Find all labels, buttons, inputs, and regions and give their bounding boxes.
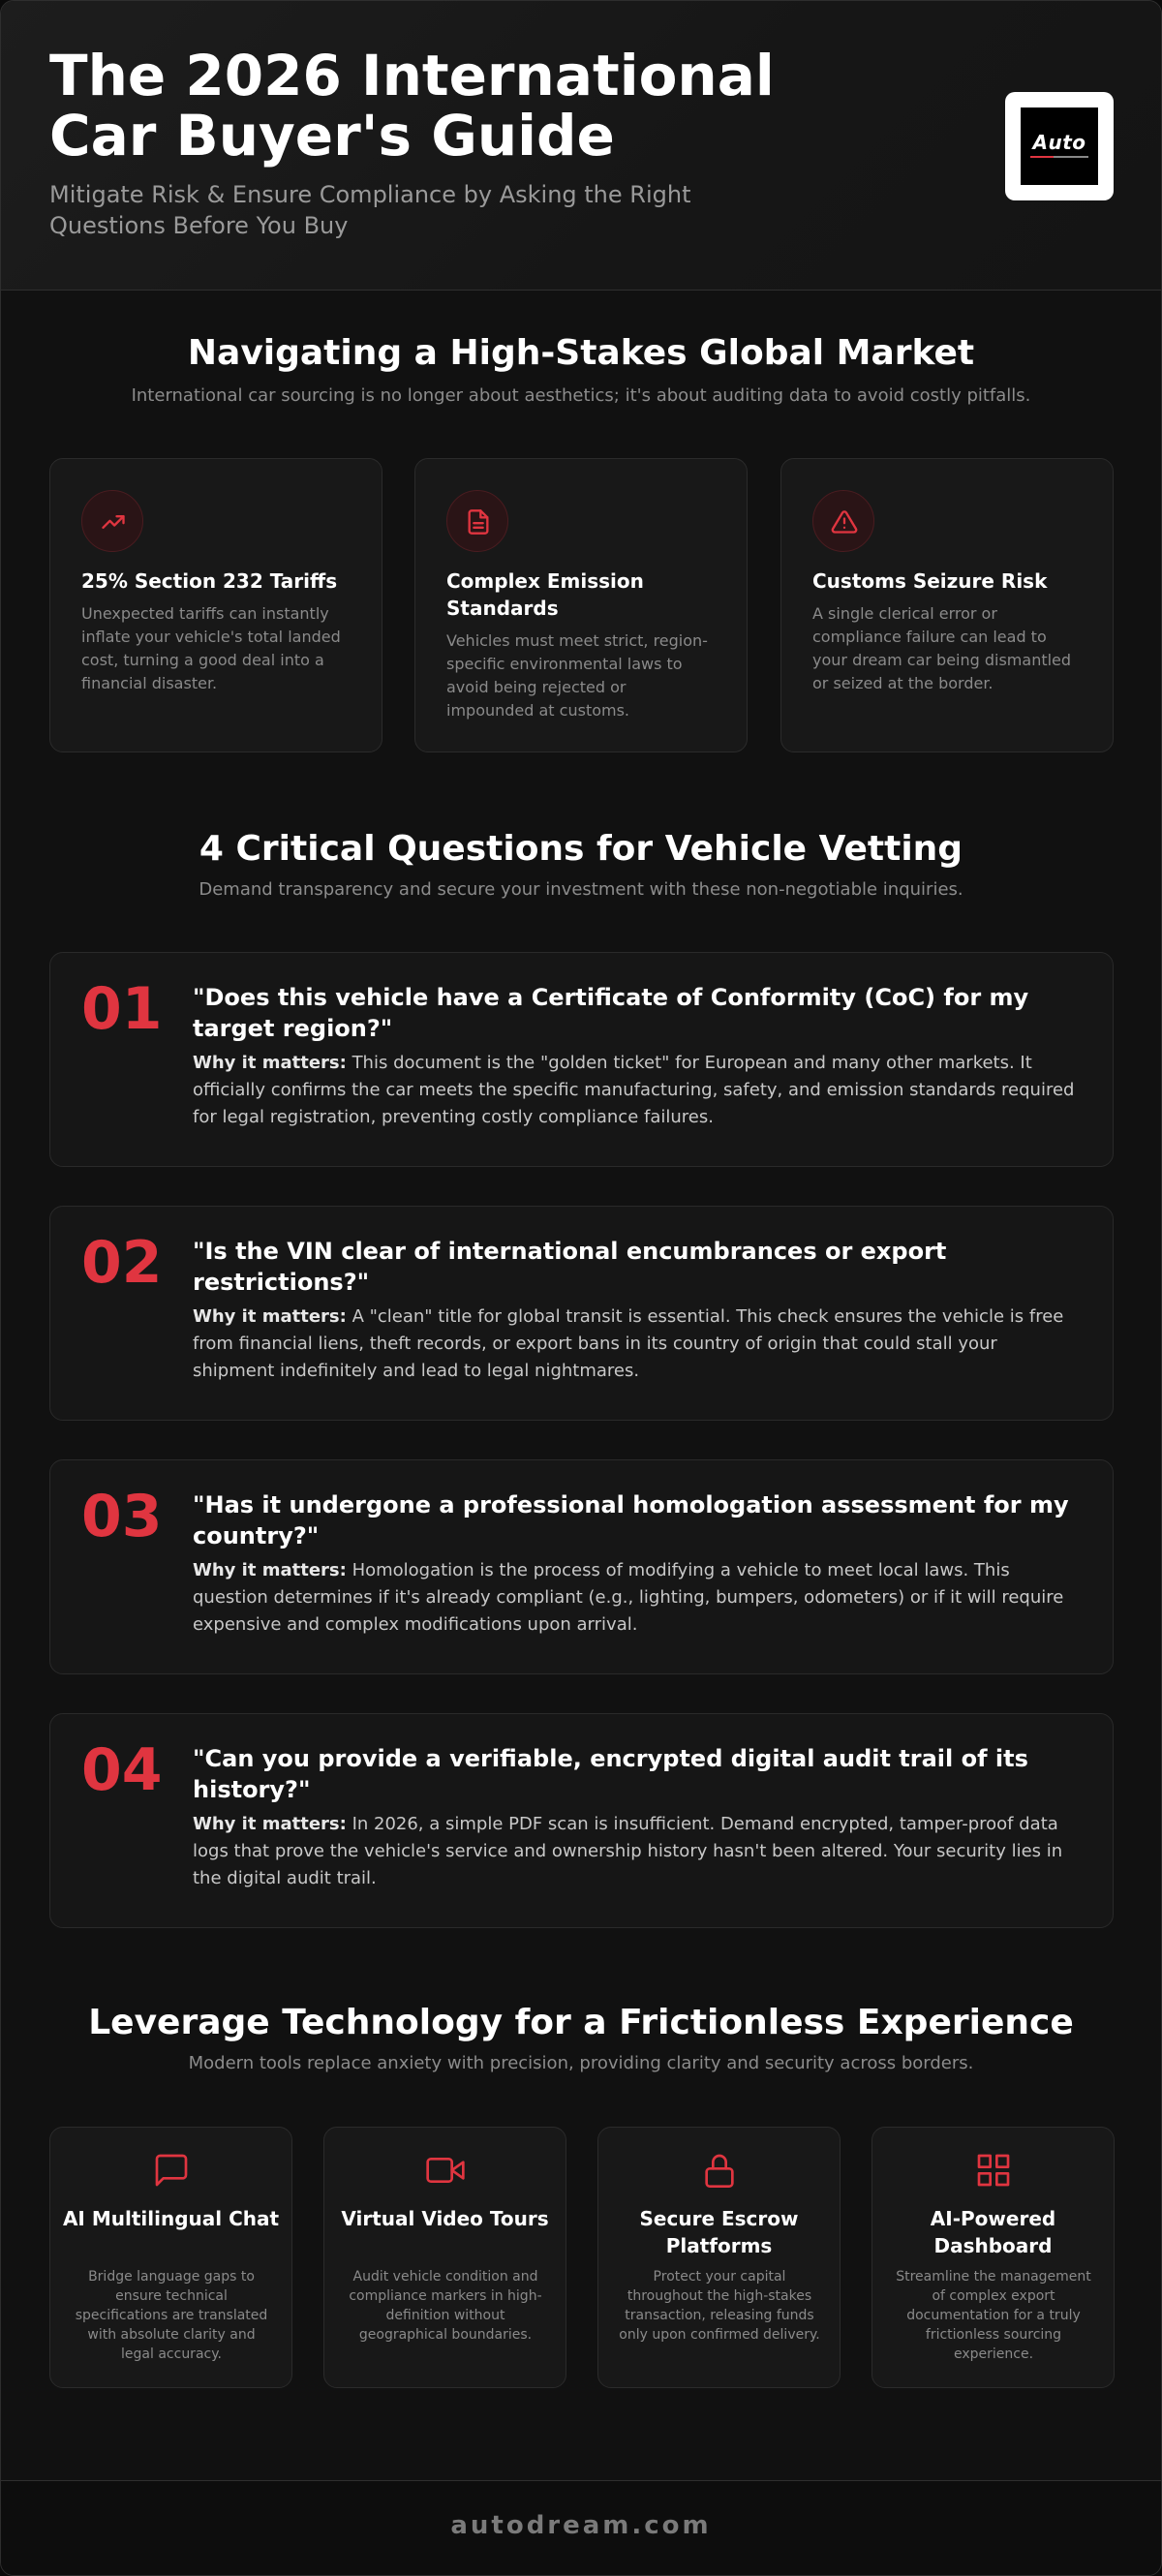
question-card — [49, 1459, 1114, 1674]
risk-card-title: Customs Seizure Risk — [812, 569, 1048, 593]
tech-card-description: Bridge language gaps to ensure technical specifications are translated with absolute clarity and legal accuracy. — [75, 2269, 268, 2362]
tech-card-chat — [49, 2127, 292, 2388]
market-section-subtitle: International car sourcing is no longer about aesthetics; it's about auditing data to avoid costly pitfalls. — [131, 385, 1031, 406]
tech-card-description: Audit vehicle condition and compliance markers in high-definition without geographical boundaries. — [349, 2269, 542, 2343]
document-icon — [446, 490, 508, 552]
question-text: "Does this vehicle have a Certificate of Conformity (CoC) for my target region?" — [193, 984, 1029, 1042]
question-number: 03 — [81, 1483, 163, 1550]
question-explanation — [193, 1303, 1084, 1385]
brand-logo-mark — [1021, 107, 1098, 185]
footer-website[interactable]: autodream.com — [450, 2511, 712, 2540]
question-card — [49, 952, 1114, 1167]
brand-logo-text: Auto — [1032, 131, 1086, 154]
page-title: The 2026 International Car Buyer's Guide — [49, 43, 775, 169]
question-number: 04 — [81, 1736, 163, 1804]
tech-card-description: Protect your capital throughout the high-stakes transaction, releasing funds only upon confirmed delivery. — [619, 2269, 820, 2343]
why-label: Why it matters: — [193, 1814, 347, 1834]
why-label: Why it matters: — [193, 1560, 347, 1580]
risk-card-description: A single clerical error or compliance failure can lead to your dream car being dismantled or seized at the border. — [812, 604, 1072, 692]
tech-card-title: AI-Powered Dashboard — [930, 2207, 1056, 2257]
trending-up-icon — [81, 490, 143, 552]
question-text: "Is the VIN clear of international encumbrances or export restrictions?" — [193, 1238, 947, 1296]
tech-card-video — [323, 2127, 566, 2388]
question-text: "Can you provide a verifiable, encrypted digital audit trail of its history?" — [193, 1745, 1028, 1803]
tech-card-title: AI Multilingual Chat — [62, 2207, 280, 2230]
question-number: 01 — [81, 975, 163, 1043]
risk-card-title: Complex Emission Standards — [446, 569, 644, 620]
question-explanation — [193, 1811, 1084, 1892]
why-text: This document is the "golden ticket" for European and many other markets. It officially confirms the car meets the specific manufacturing, safety, and emission standards required for legal registration, preventing costly compliance failures. — [193, 1053, 1075, 1127]
risk-card-description: Unexpected tariffs can instantly inflate your vehicle's total landed cost, turning a good deal into a financial disaster. — [81, 604, 341, 692]
tech-card-description: Streamline the management of complex export documentation for a truly frictionless sourcing experience. — [896, 2269, 1091, 2362]
tech-card-escrow — [597, 2127, 841, 2388]
questions-section-title: 4 Critical Questions for Vehicle Vetting — [199, 829, 963, 869]
risk-card-tariffs — [49, 458, 382, 752]
question-card — [49, 1206, 1114, 1421]
technology-section-subtitle: Modern tools replace anxiety with precision, providing clarity and security across borders. — [188, 2053, 974, 2073]
brand-logo — [1005, 92, 1114, 200]
market-section-title: Navigating a High-Stakes Global Market — [187, 333, 975, 373]
footer — [1, 2480, 1161, 2576]
why-label: Why it matters: — [193, 1053, 347, 1073]
chat-icon — [152, 2151, 191, 2190]
why-text: Homologation is the process of modifying a vehicle to meet local laws. This question determines if it's already compliant (e.g., lighting, bumpers, odometers) or if it will require expensive and complex modifications upon arrival. — [193, 1560, 1064, 1635]
video-icon — [426, 2151, 465, 2190]
risk-card-seizure — [780, 458, 1114, 752]
question-number: 02 — [81, 1229, 163, 1297]
question-card — [49, 1713, 1114, 1928]
why-text: A "clean" title for global transit is essential. This check ensures the vehicle is free from financial liens, theft records, or export bans in its country of origin that could stall your shipment indefinitely and lead to legal nightmares. — [193, 1306, 1064, 1381]
why-label: Why it matters: — [193, 1306, 347, 1327]
brand-logo-underline — [1030, 156, 1088, 158]
page-subtitle: Mitigate Risk & Ensure Compliance by Asking the Right Questions Before You Buy — [49, 181, 691, 239]
lock-icon — [700, 2151, 739, 2190]
questions-section-subtitle: Demand transparency and secure your investment with these non-negotiable inquiries. — [199, 879, 963, 900]
question-explanation — [193, 1050, 1084, 1131]
technology-section-title: Leverage Technology for a Frictionless Experience — [88, 2003, 1074, 2042]
tech-card-title: Secure Escrow Platforms — [639, 2207, 799, 2257]
risk-card-description: Vehicles must meet strict, region-specific environmental laws to avoid being rejected or impounded at customs. — [446, 631, 708, 720]
tech-card-dashboard — [872, 2127, 1115, 2388]
question-explanation — [193, 1557, 1084, 1639]
tech-card-title: Virtual Video Tours — [341, 2207, 549, 2230]
risk-card-title: 25% Section 232 Tariffs — [81, 569, 338, 593]
risk-card-emissions — [414, 458, 748, 752]
why-text: In 2026, a simple PDF scan is insufficient. Demand encrypted, tamper-proof data logs that prove the vehicle's service and ownership history hasn't been altered. Your security lies in the digital audit trail. — [193, 1814, 1063, 1888]
header — [1, 1, 1161, 291]
grid-icon — [974, 2151, 1013, 2190]
warning-icon — [812, 490, 874, 552]
question-text: "Has it undergone a professional homologation assessment for my country?" — [193, 1491, 1069, 1549]
